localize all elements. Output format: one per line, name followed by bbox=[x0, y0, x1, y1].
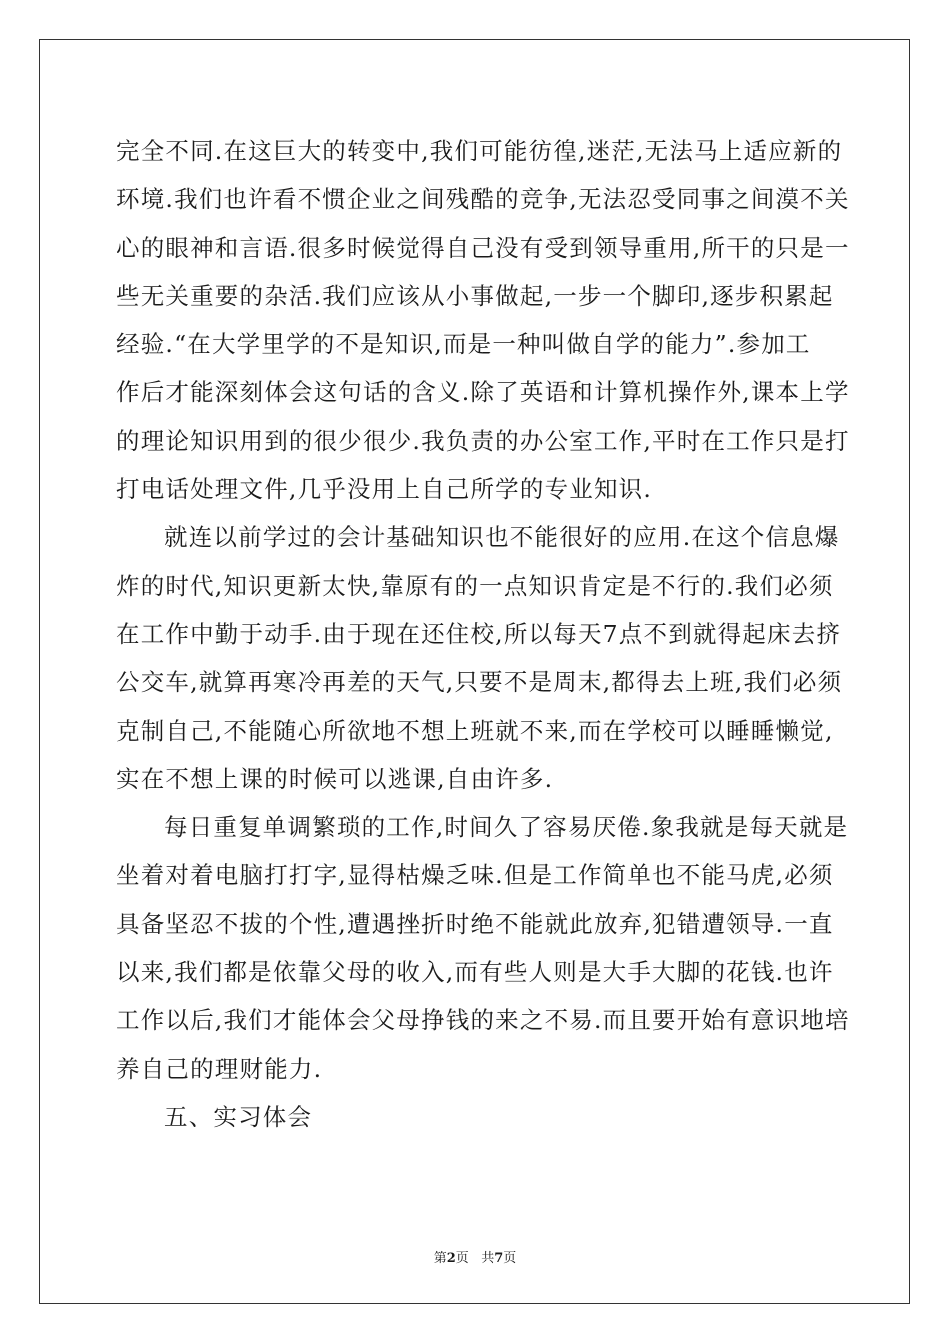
paragraph-3 bbox=[116, 803, 850, 1093]
text-line: 就连以前学过的会计基础知识也不能很好的应用.在这个信息爆 bbox=[164, 523, 840, 552]
text-line: 打电话处理文件,几乎没用上自己所学的专业知识. bbox=[116, 475, 653, 504]
text-line: 具备坚忍不拔的个性,遭遇挫折时绝不能就此放弃,犯错遭领导.一直 bbox=[116, 909, 834, 938]
paragraph-2 bbox=[116, 513, 843, 803]
text-line: 心的眼神和言语.很多时候觉得自己没有受到领导重用,所干的只是一 bbox=[116, 233, 850, 262]
heading-line: 五、实习体会 bbox=[164, 1102, 313, 1131]
text-line: 炸的时代,知识更新太快,靠原有的一点知识肯定是不行的.我们必须 bbox=[116, 571, 834, 600]
footer-prefix: 第 bbox=[433, 1251, 447, 1266]
current-page-number: 2 bbox=[446, 1251, 456, 1266]
text-line: 的理论知识用到的很少很少.我负责的办公室工作,平时在工作只是打 bbox=[116, 426, 850, 455]
text-line: 环境.我们也许看不惯企业之间残酷的竞争,无法忍受同事之间漠不关 bbox=[116, 185, 850, 214]
text-line: 以来,我们都是依靠父母的收入,而有些人则是大手大脚的花钱.也许 bbox=[116, 958, 834, 987]
text-line: 些无关重要的杂活.我们应该从小事做起,一步一个脚印,逐步积累起 bbox=[116, 281, 834, 310]
text-line: 坐着对着电脑打打字,显得枯燥乏味.但是工作简单也不能马虎,必须 bbox=[116, 861, 834, 890]
footer-page-word: 页 bbox=[455, 1251, 469, 1266]
page-footer bbox=[0, 1247, 950, 1266]
total-page-number: 7 bbox=[494, 1251, 504, 1266]
footer-total-prefix: 共 bbox=[481, 1251, 495, 1266]
document-body bbox=[116, 127, 850, 1141]
text-line: 在工作中勤于动手.由于现在还住校,所以每天7点不到就得起床去挤 bbox=[116, 619, 842, 648]
text-line: 作后才能深刻体会这句话的含义.除了英语和计算机操作外,课本上学 bbox=[116, 378, 850, 407]
text-line: 克制自己,不能随心所欲地不想上班就不来,而在学校可以睡睡懒觉, bbox=[116, 716, 834, 745]
section-heading bbox=[116, 1093, 836, 1141]
text-line: 经验.“在大学里学的不是知识,而是一种叫做自学的能力”.参加工 bbox=[116, 330, 811, 359]
text-line: 工作以后,我们才能体会父母挣钱的来之不易.而且要开始有意识地培 bbox=[116, 1006, 850, 1035]
text-line: 完全不同.在这巨大的转变中,我们可能彷徨,迷茫,无法马上适应新的 bbox=[116, 137, 843, 165]
footer-total-suffix: 页 bbox=[503, 1251, 517, 1266]
text-line: 公交车,就算再寒冷再差的天气,只要不是周末,都得去上班,我们必须 bbox=[116, 668, 843, 697]
text-line: 实在不想上课的时候可以逃课,自由许多. bbox=[116, 764, 554, 793]
paragraph-1 bbox=[116, 127, 850, 513]
text-line: 养自己的理财能力. bbox=[116, 1054, 323, 1083]
text-line: 每日重复单调繁琐的工作,时间久了容易厌倦.象我就是每天就是 bbox=[164, 813, 849, 842]
